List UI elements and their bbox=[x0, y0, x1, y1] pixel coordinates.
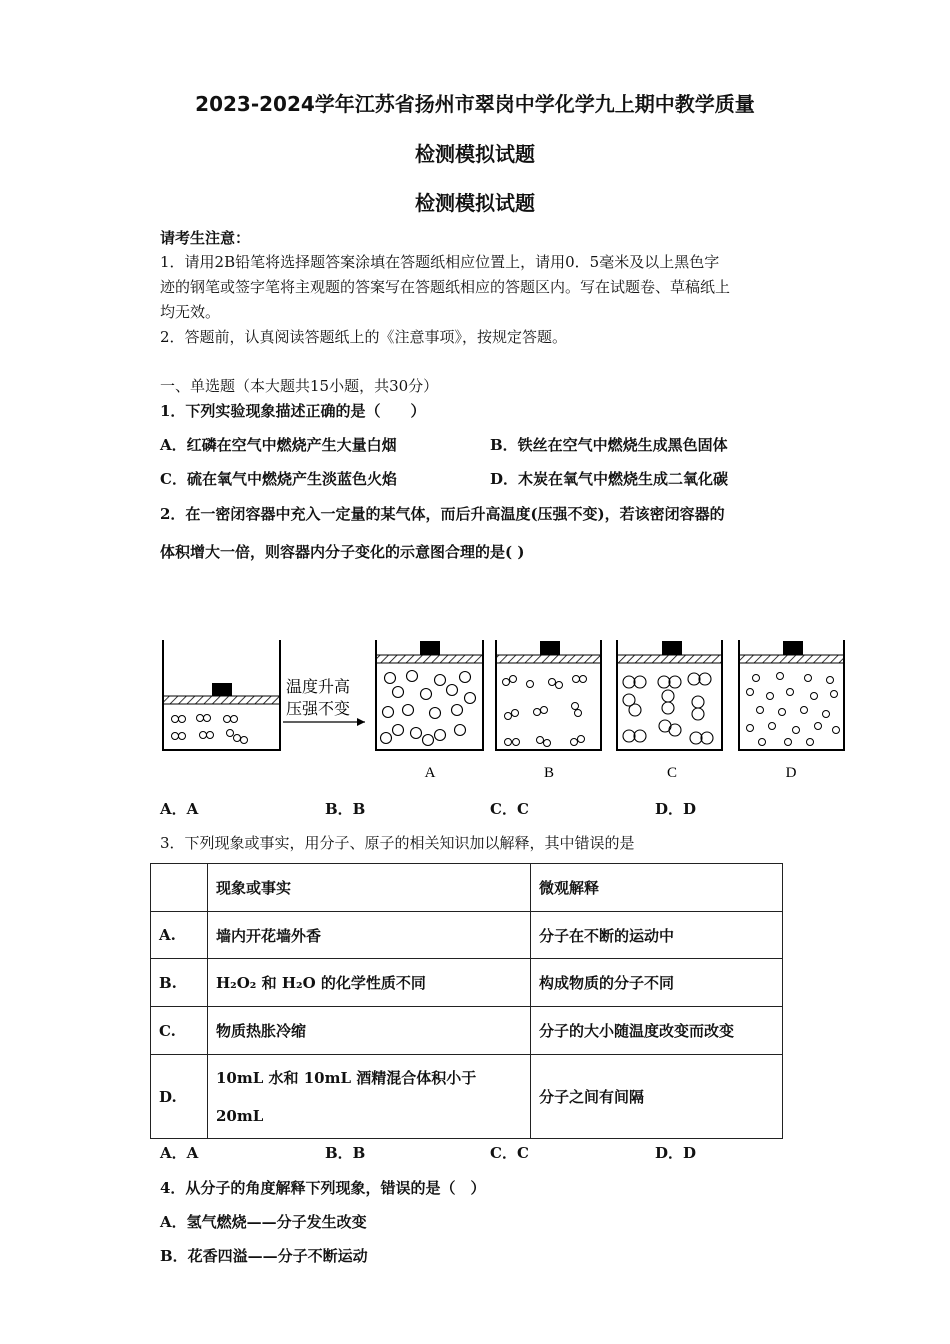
page-title-line3: 检测模拟试题 bbox=[415, 191, 535, 215]
notice-heading: 请考生注意： bbox=[160, 229, 251, 247]
table-row-fact: H₂O₂ 和 H₂O 的化学性质不同 bbox=[208, 959, 531, 1007]
table-row-explain: 分子的大小随温度改变而改变 bbox=[531, 1007, 783, 1055]
table-row bbox=[151, 912, 783, 959]
container-b bbox=[496, 640, 601, 781]
label-a: A bbox=[424, 765, 436, 781]
q2-option-a[interactable]: A．A bbox=[160, 800, 199, 818]
q2-figure bbox=[150, 630, 850, 790]
q3-table bbox=[150, 863, 783, 1139]
notice-item1-line2: 迹的钢笔或签字笔将主观题的答案写在答题纸相应的答题区内。写在试题卷、草稿纸上 bbox=[160, 278, 731, 296]
q3-option-a[interactable]: A．A bbox=[160, 1144, 199, 1162]
table-row-key: B. bbox=[151, 959, 208, 1007]
table-row-explain: 分子在不断的运动中 bbox=[531, 912, 783, 959]
label-b: B bbox=[543, 765, 555, 781]
arrow-text2: 压强不变 bbox=[286, 699, 351, 718]
table-header-explain: 微观解释 bbox=[531, 864, 783, 912]
q2-stem-line1: 2．在一密闭容器中充入一定量的某气体，而后升高温度(压强不变)，若该密闭容器的 bbox=[160, 505, 725, 523]
table-row-fact: 物质热胀冷缩 bbox=[208, 1007, 531, 1055]
notice-item1-line1: 1．请用2B铅笔将选择题答案涂填在答题纸相应位置上，请用0．5毫米及以上黑色字 bbox=[160, 253, 720, 271]
table-row bbox=[151, 1055, 783, 1139]
label-c: C bbox=[666, 765, 678, 781]
q1-option-d[interactable]: D．木炭在氧气中燃烧生成二氧化碳 bbox=[490, 470, 729, 488]
table-row-explain: 分子之间有间隔 bbox=[531, 1055, 783, 1139]
container-d bbox=[739, 640, 844, 781]
label-d: D bbox=[785, 765, 797, 781]
container-a bbox=[376, 640, 483, 781]
q4-stem: 4．从分子的角度解释下列现象，错误的是（ ） bbox=[160, 1179, 486, 1197]
page-title-line1: 2023-2024学年江苏省扬州市翠岗中学化学九上期中教学质量 bbox=[195, 92, 755, 116]
table-header-key bbox=[151, 864, 208, 912]
page-title-line2: 检测模拟试题 bbox=[415, 142, 535, 166]
table-row-explain: 构成物质的分子不同 bbox=[531, 959, 783, 1007]
table-row-key: D. bbox=[151, 1055, 208, 1139]
q1-option-c[interactable]: C．硫在氧气中燃烧产生淡蓝色火焰 bbox=[160, 470, 397, 488]
q2-option-d[interactable]: D．D bbox=[655, 800, 697, 818]
q4-option-a[interactable]: A．氢气燃烧——分子发生改变 bbox=[160, 1213, 367, 1231]
table-row-fact: 墙内开花墙外香 bbox=[208, 912, 531, 959]
table-row-key: C. bbox=[151, 1007, 208, 1055]
table-row-fact-line1: 10mL 水和 10mL 酒精混合体积小于 bbox=[216, 1068, 477, 1087]
q2-stem-line2: 体积增大一倍，则容器内分子变化的示意图合理的是( ) bbox=[160, 543, 525, 561]
q3-option-c[interactable]: C．C bbox=[490, 1144, 529, 1162]
arrow-head bbox=[357, 718, 365, 726]
table-header-fact: 现象或事实 bbox=[208, 864, 531, 912]
arrow-text1: 温度升高 bbox=[286, 677, 351, 696]
q3-option-b[interactable]: B．B bbox=[325, 1144, 366, 1162]
q1-option-a[interactable]: A．红磷在空气中燃烧产生大量白烟 bbox=[160, 436, 397, 454]
notice-item2: 2．答题前，认真阅读答题纸上的《注意事项》，按规定答题。 bbox=[160, 328, 568, 346]
table-row bbox=[151, 959, 783, 1007]
q3-option-d[interactable]: D．D bbox=[655, 1144, 697, 1162]
q4-option-b[interactable]: B．花香四溢——分子不断运动 bbox=[160, 1247, 368, 1265]
table-row-fact-line2: 20mL bbox=[216, 1106, 264, 1125]
container-c bbox=[617, 640, 722, 781]
table-header-row bbox=[151, 864, 783, 912]
q1-option-b[interactable]: B．铁丝在空气中燃烧生成黑色固体 bbox=[490, 436, 728, 454]
q1-stem: 1．下列实验现象描述正确的是（ ） bbox=[160, 402, 426, 420]
section1-heading: 一、单选题（本大题共15小题，共30分） bbox=[160, 377, 439, 395]
initial-container bbox=[163, 640, 280, 750]
q2-option-b[interactable]: B．B bbox=[325, 800, 366, 818]
q2-option-c[interactable]: C．C bbox=[490, 800, 529, 818]
table-row-fact bbox=[208, 1055, 531, 1139]
table-row-key: A. bbox=[151, 912, 208, 959]
table-row bbox=[151, 1007, 783, 1055]
notice-item1-line3: 均无效。 bbox=[160, 303, 221, 321]
q3-stem: 3．下列现象或事实，用分子、原子的相关知识加以解释，其中错误的是 bbox=[160, 834, 635, 852]
